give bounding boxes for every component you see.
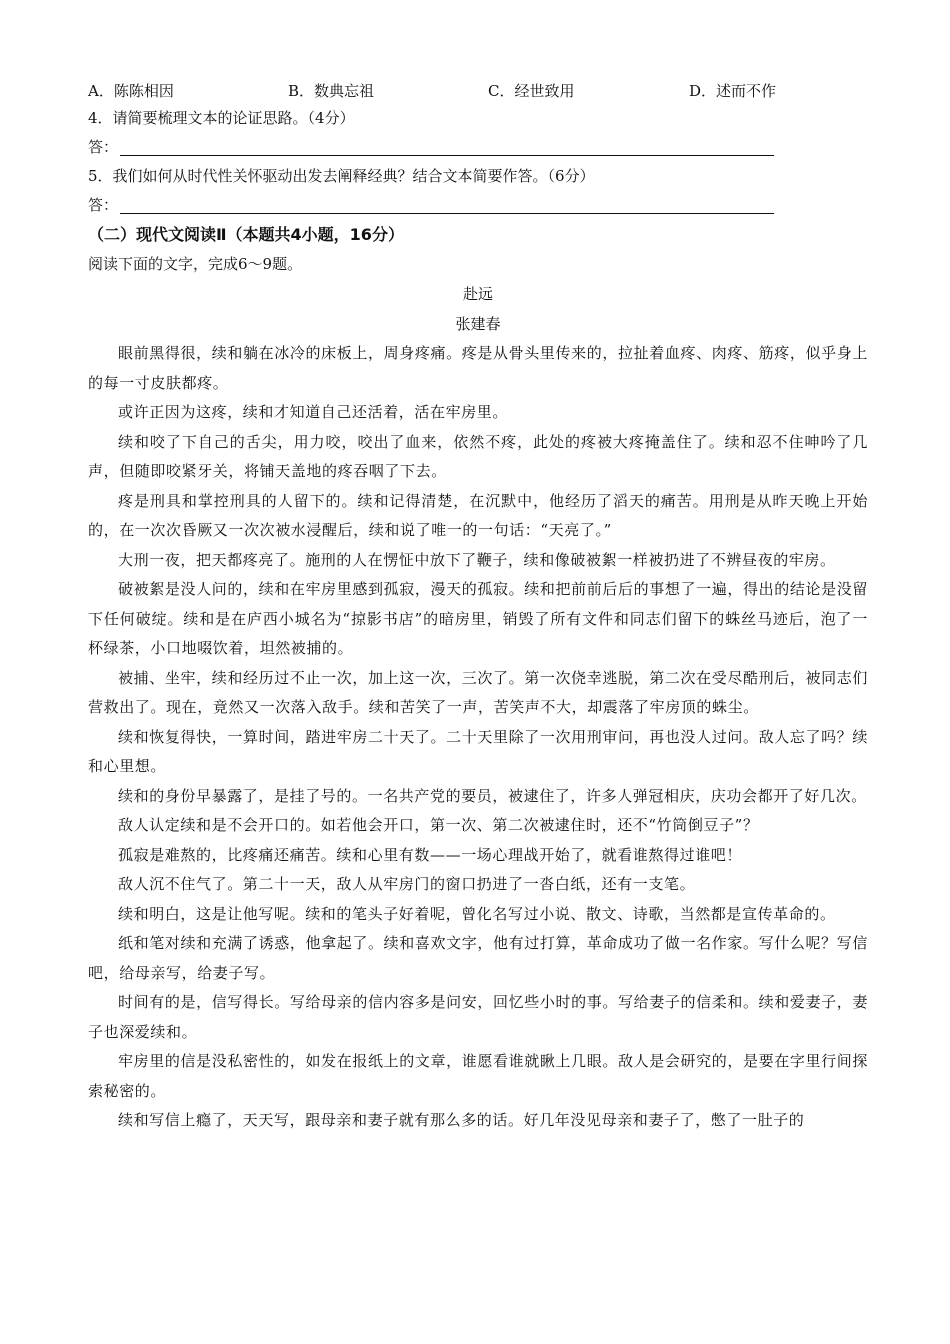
section-heading: （二）现代文阅读Ⅱ（本题共4小题，16分） bbox=[88, 225, 404, 244]
paragraph: 续和明白，这是让他写呢。续和的笔头子好着呢，曾化名写过小说、散文、诗歌，当然都是宣传革命的。 bbox=[118, 904, 836, 923]
paragraph: 纸和笔对续和充满了诱惑，他拿起了。续和喜欢文字，他有过打算，革命成功了做一名作家。写什么呢？写信吧，给母亲写，给妻子写。 bbox=[88, 934, 868, 982]
option-b: B．数典忘祖 bbox=[288, 82, 375, 100]
article-body bbox=[88, 339, 868, 1136]
paragraph: 或许正因为这疼，续和才知道自己还活着，活在牢房里。 bbox=[118, 403, 509, 421]
paragraph: 大刑一夜，把天都疼亮了。施刑的人在愣怔中放下了鞭子，续和像破被絮一样被扔进了不辨昼夜的牢房。 bbox=[118, 550, 836, 569]
option-c: C．经世致用 bbox=[488, 82, 575, 100]
option-a: A．陈陈相因 bbox=[88, 82, 174, 100]
exam-page bbox=[88, 78, 868, 1136]
paragraph: 牢房里的信是没私密性的，如发在报纸上的文章，谁愿看谁就瞅上几眼。敌人是会研究的，是要在字里行间探索秘密的。 bbox=[88, 1052, 868, 1100]
paragraph: 眼前黑得很，续和躺在冰冷的床板上，周身疼痛。疼是从骨头里传来的，拉扯着血疼、肉疼、筋疼，似乎身上的每一寸皮肤都疼。 bbox=[88, 344, 868, 392]
answer-line-4 bbox=[88, 133, 868, 162]
question-5: 5．我们如何从时代性关怀驱动出发去阐释经典？结合文本简要作答。（6分） bbox=[88, 167, 595, 185]
answer-label: 答： bbox=[88, 196, 119, 214]
option-d: D．述而不作 bbox=[689, 82, 777, 100]
paragraph: 时间有的是，信写得长。写给母亲的信内容多是问安，回忆些小时的事。写给妻子的信柔和。续和爱妻子，妻子也深爱续和。 bbox=[88, 993, 868, 1041]
paragraph: 敌人沉不住气了。第二十一天，敌人从牢房门的窗口扔进了一沓白纸，还有一支笔。 bbox=[118, 875, 696, 893]
paragraph: 续和写信上瘾了，天天写，跟母亲和妻子就有那么多的话。好几年没见母亲和妻子了，憋了一肚子的 bbox=[118, 1111, 805, 1129]
answer-blank[interactable] bbox=[120, 191, 774, 214]
paragraph: 续和的身份早暴露了，是挂了号的。一名共产党的要员，被逮住了，许多人弹冠相庆，庆功会都开了好几次。 bbox=[118, 786, 867, 805]
section-instruction: 阅读下面的文字，完成6～9题。 bbox=[88, 255, 303, 273]
article-author: 张建春 bbox=[455, 315, 501, 333]
paragraph: 疼是刑具和掌控刑具的人留下的。续和记得清楚，在沉默中，他经历了滔天的痛苦。用刑是从昨天晚上开始的，在一次次昏厥又一次次被水浸醒后，续和说了唯一的一句话：“天亮了。” bbox=[88, 491, 868, 539]
paragraph: 破被絮是没人问的，续和在牢房里感到孤寂，漫天的孤寂。续和把前前后后的事想了一遍，得出的结论是没留下任何破绽。续和是在庐西小城名为“掠影书店”的暗房里，销毁了所有文件和同志们留下的蛛丝马迹后，泡了一杯绿茶，小口地啜饮着，坦然被捕的。 bbox=[88, 580, 868, 657]
question-4: 4．请简要梳理文本的论证思路。（4分） bbox=[88, 109, 355, 127]
answer-blank[interactable] bbox=[120, 133, 774, 156]
paragraph: 续和恢复得快，一算时间，踏进牢房二十天了。二十天里除了一次用刑审问，再也没人过问。敌人忘了吗？续和心里想。 bbox=[88, 727, 868, 775]
answer-line-5 bbox=[88, 191, 868, 220]
paragraph: 续和咬了下自己的舌尖，用力咬，咬出了血来，依然不疼，此处的疼被大疼掩盖住了。续和忍不住呻吟了几声，但随即咬紧牙关，将铺天盖地的疼吞咽了下去。 bbox=[88, 432, 868, 480]
article-title: 赴远 bbox=[462, 285, 493, 303]
paragraph: 孤寂是难熬的，比疼痛还痛苦。续和心里有数——一场心理战开始了，就看谁熬得过谁吧！ bbox=[118, 845, 743, 864]
choice-options bbox=[88, 78, 868, 104]
answer-label: 答： bbox=[88, 138, 119, 156]
paragraph: 敌人认定续和是不会开口的。如若他会开口，第一次、第二次被逮住时，还不“竹筒倒豆子”？ bbox=[118, 816, 759, 834]
paragraph: 被捕、坐牢，续和经历过不止一次，加上这一次，三次了。第一次侥幸逃脱，第二次在受尽酷刑后，被同志们营救出了。现在，竟然又一次落入敌手。续和苦笑了一声，苦笑声不大，却震落了牢房顶的蛛尘。 bbox=[88, 668, 868, 716]
